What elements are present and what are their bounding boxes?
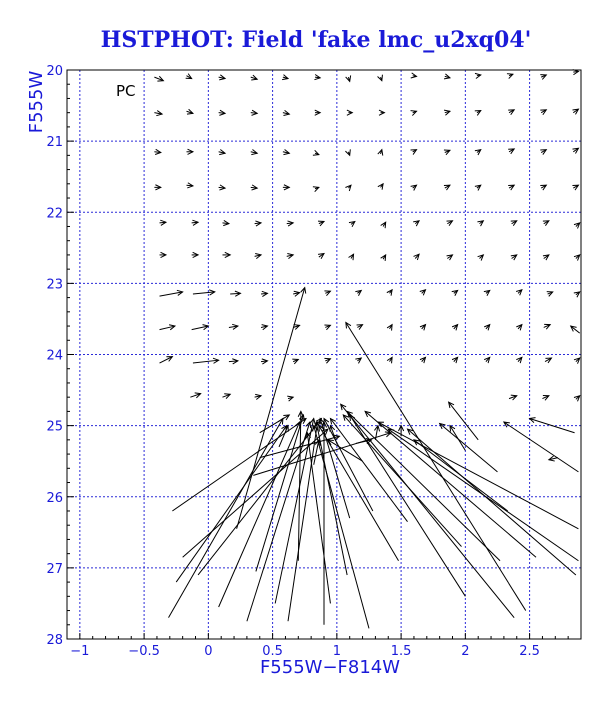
panel-label: PC	[116, 82, 136, 100]
y-tick-label: 28	[46, 633, 63, 648]
y-tick-label: 22	[46, 206, 63, 222]
x-tick-label: 1	[332, 644, 341, 659]
x-tick-label: 0.5	[262, 644, 283, 659]
y-tick-label: 24	[46, 348, 63, 364]
y-tick-label: 25	[46, 419, 63, 435]
y-axis-label: F555W	[26, 70, 47, 134]
y-tick-label: 23	[46, 277, 63, 293]
y-tick-label: 21	[46, 135, 63, 151]
x-tick-label: 2	[461, 644, 470, 659]
y-tick-label: 26	[46, 490, 63, 506]
x-tick-label: 0	[204, 644, 213, 659]
chart-title: HSTPHOT: Field 'fake lmc_u2xq04'	[100, 27, 532, 53]
y-tick-label: 20	[46, 64, 63, 79]
x-tick-label: −0.5	[128, 644, 160, 659]
x-tick-label: 2.5	[519, 644, 540, 659]
x-tick-label: 1.5	[390, 644, 412, 659]
x-tick-label: −1	[70, 644, 90, 659]
x-axis-label: F555W−F814W	[259, 657, 401, 678]
y-tick-label: 27	[46, 561, 63, 577]
